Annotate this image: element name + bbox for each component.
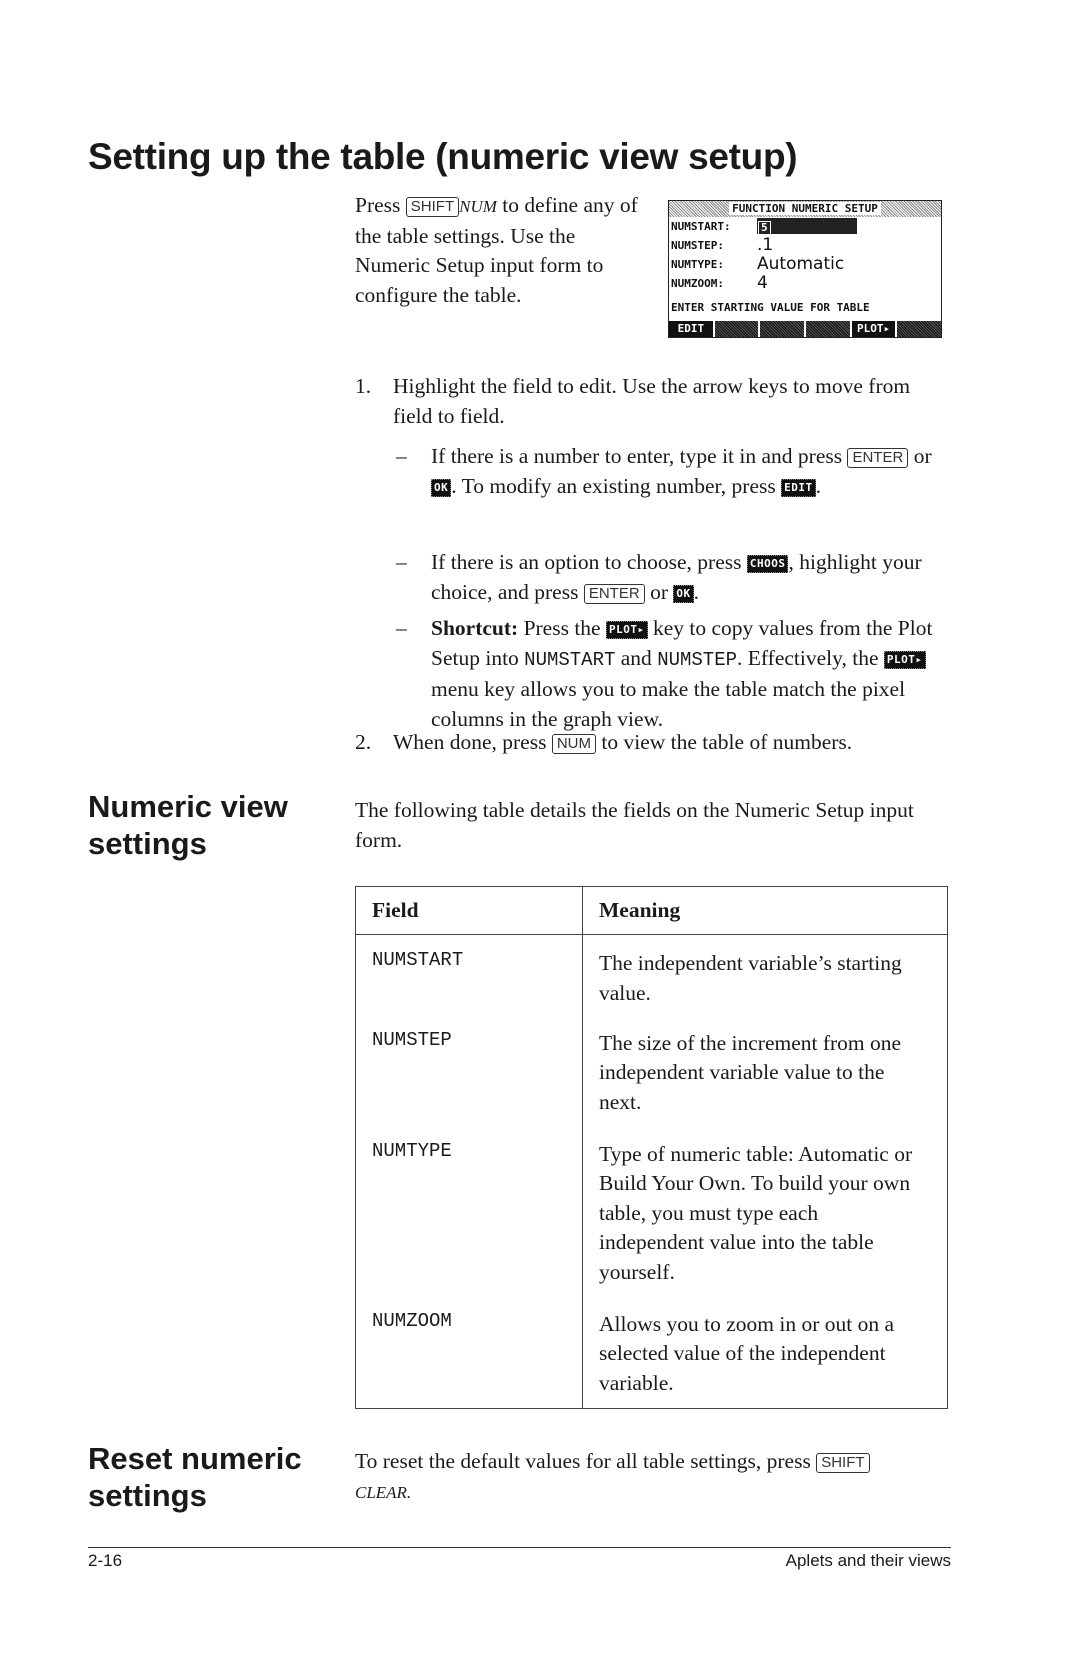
field-value: Automatic bbox=[757, 254, 845, 274]
field-cell: NUMZOOM bbox=[356, 1296, 583, 1409]
screen-prompt: ENTER STARTING VALUE FOR TABLE bbox=[671, 301, 870, 314]
clear-label: CLEAR. bbox=[355, 1482, 412, 1502]
intro-paragraph bbox=[355, 191, 645, 310]
menu-blank bbox=[715, 321, 759, 337]
reset-paragraph bbox=[355, 1447, 915, 1507]
text: or bbox=[650, 579, 668, 604]
table-row bbox=[356, 935, 948, 1015]
footer-divider bbox=[88, 1547, 951, 1548]
meaning-cell: Allows you to zoom in or out on a selected value of the independent variable. bbox=[583, 1296, 948, 1409]
text: and bbox=[620, 645, 652, 670]
text: key to copy values from the Plot Setup into bbox=[431, 616, 933, 670]
screen-title bbox=[669, 201, 941, 217]
highlighted-field bbox=[757, 218, 857, 234]
field-label: NUMSTART: bbox=[671, 220, 731, 233]
field-label: NUMTYPE: bbox=[671, 258, 724, 271]
step-1-number: 1. bbox=[355, 374, 372, 398]
page-title: Setting up the table (numeric view setup) bbox=[88, 136, 798, 177]
text: , highlight your choice, and press bbox=[431, 550, 922, 604]
field-label: NUMSTEP: bbox=[671, 239, 724, 252]
meaning-cell: The size of the increment from one independent variable value to the next. bbox=[583, 1015, 948, 1126]
choose-softkey: CHOOS bbox=[747, 555, 789, 573]
shortcut-label: Shortcut: bbox=[431, 616, 519, 640]
text: When done, press bbox=[393, 730, 547, 754]
field-label: NUMZOOM: bbox=[671, 277, 724, 290]
screen-title-text: FUNCTION NUMERIC SETUP bbox=[729, 202, 881, 215]
ok-softkey: OK bbox=[431, 479, 451, 497]
menu-blank bbox=[897, 321, 941, 337]
header-meaning: Meaning bbox=[583, 887, 948, 935]
field-cell: NUMSTEP bbox=[356, 1015, 583, 1126]
bullet-dash: – bbox=[396, 550, 407, 574]
sub-step-number-entry: If there is a number to enter, type it in and press ENTER or OK . To modify an existing number, press EDIT . bbox=[431, 444, 932, 498]
screen-field-numzoom bbox=[669, 274, 941, 293]
page-number: 2-16 bbox=[88, 1551, 123, 1570]
table-row bbox=[356, 1015, 948, 1126]
table-row bbox=[356, 1296, 948, 1409]
enter-key: ENTER bbox=[584, 584, 645, 604]
ok-softkey: OK bbox=[673, 585, 693, 603]
num-label: NUM bbox=[459, 197, 497, 216]
text: Effectively, the bbox=[747, 645, 879, 670]
menu-plot: PLOT▸ bbox=[852, 321, 896, 337]
screen-field-numstep bbox=[669, 236, 941, 255]
text: If there is an option to choose, press bbox=[431, 550, 742, 574]
section-heading-reset: Reset numeric settings bbox=[88, 1441, 302, 1513]
step-2-number: 2. bbox=[355, 730, 372, 754]
chapter-title: Aplets and their views bbox=[785, 1551, 951, 1570]
field-value: 4 bbox=[757, 273, 768, 293]
table-header-row bbox=[356, 887, 948, 935]
field-cell: NUMTYPE bbox=[356, 1126, 583, 1296]
numstep-code: NUMSTEP bbox=[657, 648, 738, 671]
header-field: Field bbox=[356, 887, 583, 935]
text: menu key allows you to make the table match the pixel columns in the graph view. bbox=[431, 677, 906, 731]
text: to view the table of numbers. bbox=[601, 730, 853, 754]
menu-edit: EDIT bbox=[669, 321, 713, 337]
calculator-screen bbox=[668, 200, 942, 338]
shift-key: SHIFT bbox=[406, 197, 459, 217]
text: To reset the default values for all table settings, press bbox=[355, 1449, 811, 1473]
step-2-text bbox=[393, 728, 953, 758]
field-cell: NUMSTART bbox=[356, 935, 583, 1015]
table-row bbox=[356, 1126, 948, 1296]
screen-field-numstart bbox=[669, 217, 941, 236]
edit-softkey: EDIT bbox=[781, 479, 816, 497]
meaning-cell: The independent variable’s starting value. bbox=[583, 935, 948, 1015]
text: Press the bbox=[523, 616, 601, 640]
field-value: .1 bbox=[757, 235, 774, 255]
fields-table bbox=[355, 886, 948, 1409]
step-1-text: Highlight the field to edit. Use the arrow keys to move from field to field. bbox=[393, 374, 911, 428]
sub-step-option: If there is an option to choose, press CHOOS , highlight your choice, and press ENTER or OK . bbox=[431, 550, 922, 604]
bullet-dash: – bbox=[396, 444, 407, 468]
bullet-dash: – bbox=[396, 616, 407, 640]
intro-text: Press bbox=[355, 193, 401, 217]
menu-blank bbox=[760, 321, 804, 337]
section-heading-numeric-view-settings: Numeric view settings bbox=[88, 789, 288, 861]
field-value: 5 bbox=[758, 221, 771, 235]
intro-text-rest: to define any of the table settings. Use the Numeric Setup input form to configure the table. bbox=[355, 193, 638, 307]
text: . To modify an existing number, press bbox=[451, 473, 776, 498]
numstart-code: NUMSTART bbox=[524, 648, 616, 671]
screen-menu bbox=[669, 321, 941, 337]
plot-softkey: PLOT▸ bbox=[606, 621, 648, 639]
text: If there is a number to enter, type it in and press bbox=[431, 444, 843, 468]
menu-blank bbox=[806, 321, 850, 337]
enter-key: ENTER bbox=[847, 448, 908, 468]
num-key: NUM bbox=[552, 734, 596, 754]
numeric-settings-intro: The following table details the fields on the Numeric Setup input form. bbox=[355, 798, 914, 852]
screen-field-numtype bbox=[669, 255, 941, 274]
plot-softkey: PLOT▸ bbox=[884, 651, 926, 669]
shift-key: SHIFT bbox=[816, 1453, 869, 1473]
meaning-cell: Type of numeric table: Automatic or Build Your Own. To build your own table, you must type each independent value into the table yourself. bbox=[583, 1126, 948, 1296]
text: or bbox=[913, 444, 932, 468]
sub-step-shortcut: Shortcut: Press the PLOT▸ key to copy values from the Plot Setup into NUMSTART and NUMSTEP. Effectively, the PLOT▸ menu key allows you to make the table match the pixel columns in the graph view. bbox=[431, 616, 933, 731]
